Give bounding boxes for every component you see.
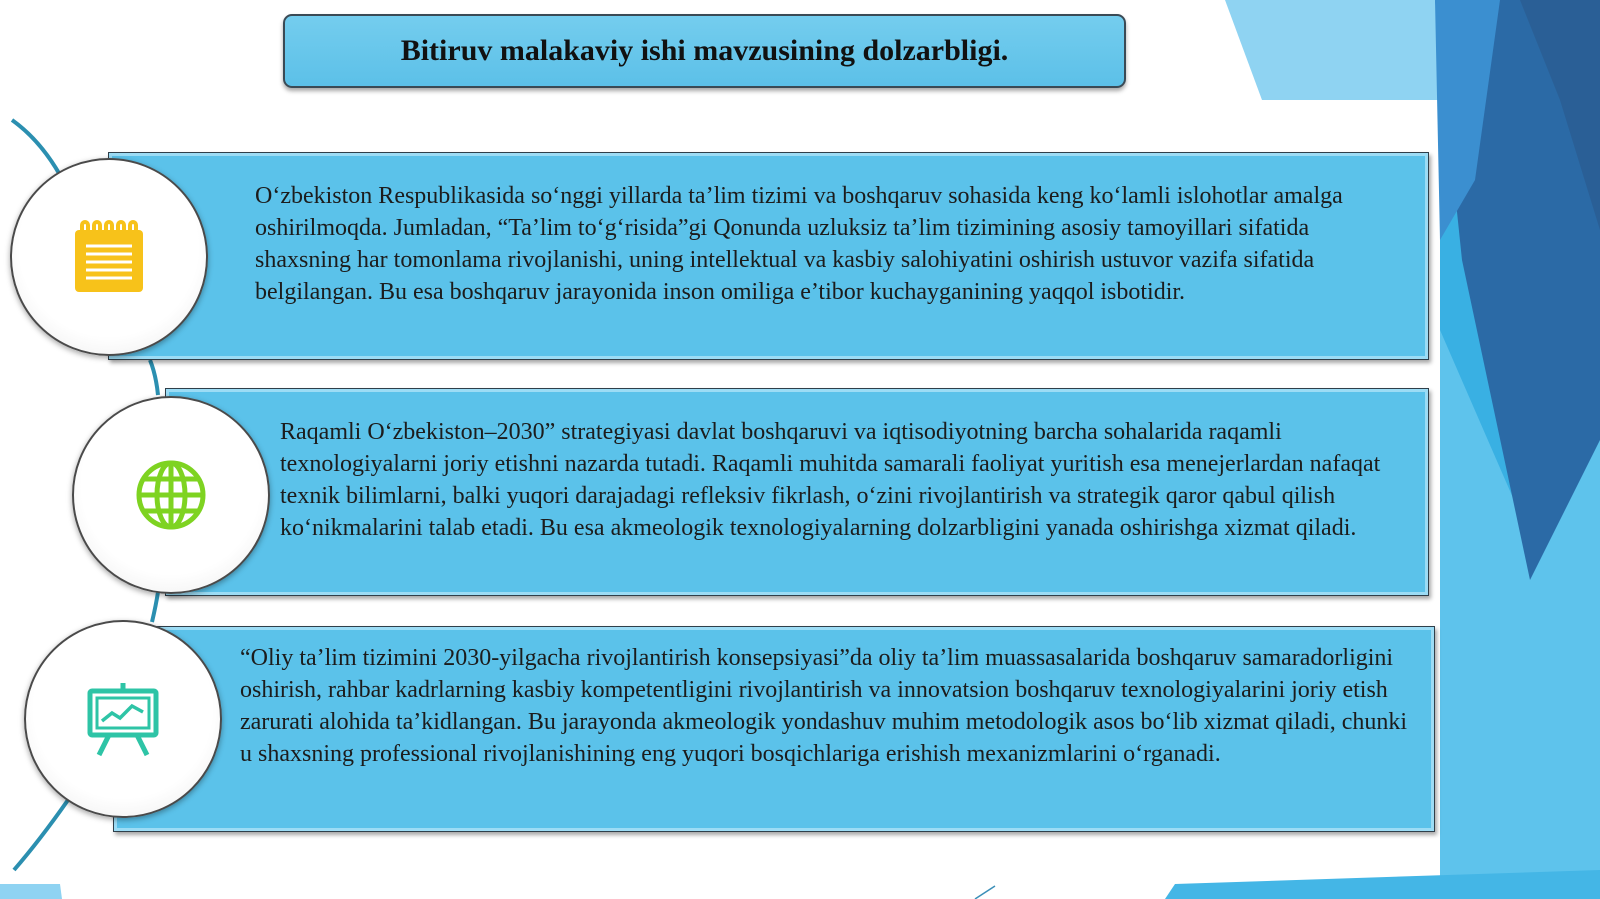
bg-shape-bottom-left [0,884,62,899]
notepad-icon [72,220,146,294]
item-icon-circle-1 [10,158,208,356]
item-text-3: “Oliy ta’lim tizimini 2030-yilgacha rivojlantirish konsepsiyasi”da oliy ta’lim muassasalarida boshqaruv samaradorligini oshirish, rahbar kadrlarning kasbiy kompetentligini rivojlantirish va innovatsion boshqaruv texnologiyalarini joriy etish zarurati alohida ta’kidlangan. Bu jarayonda akmeologik yondashuv muhim metodologik asos bo‘lib xizmat qiladi, chunki u shaxsning professional rivojlanishining eng yuqori bosqichlariga erishish mexanizmlarini o‘rganadi. [240,645,1408,767]
item-text-2: Raqamli O‘zbekiston–2030” strategiyasi davlat boshqaruvi va iqtisodiyotning barcha sohalarida raqamli texnologiyalarni joriy etishni nazarda tutadi. Raqamli muhitda samarali faoliyat yuritish esa menejerlardan nafaqat texnik bilimlarni, balki yuqori darajadagi refleksiv fikrlash, o‘zini rivojlantirish va strategik qaror qabul qilish ko‘nikmalarini talab etadi. Bu esa akmeologik texnologiyalarning dolzarbligini yanada oshirishga xizmat qiladi. [280,419,1381,541]
connector-line-top [12,120,60,175]
presentation-chart-icon [85,681,161,757]
bg-accent-line [975,886,995,899]
page-title: Bitiruv malakaviy ishi mavzusining dolzarbligi. [400,34,1009,67]
connector-line-middle-1 [150,360,158,395]
item-text-1: O‘zbekiston Respublikasida so‘nggi yillarda ta’lim tizimi va boshqaruv sohasida keng ko‘lamli islohotlar amalga oshirilmoqda. Jumladan, “Ta’lim to‘g‘risida”gi Qonunda uzluksiz ta’lim tizimining asosiy tamoyillari sifatida shaxsning har tomonlama rivojlanishi, uning intellektual va kasbiy salohiyatini oshirish ustuvor vazifa sifatida belgilangan. Bu esa boshqaruv jarayonida inson omiliga e’tibor kuchayganining yaqqol isbotidir. [255,183,1343,305]
item-icon-circle-3 [24,620,222,818]
item-icon-circle-2 [72,396,270,594]
bg-shape-bottom-strip [1165,870,1600,899]
globe-icon [134,458,208,532]
title-box [283,14,1126,88]
connector-line-middle-2 [152,592,158,622]
connector-line-bottom [14,800,68,870]
